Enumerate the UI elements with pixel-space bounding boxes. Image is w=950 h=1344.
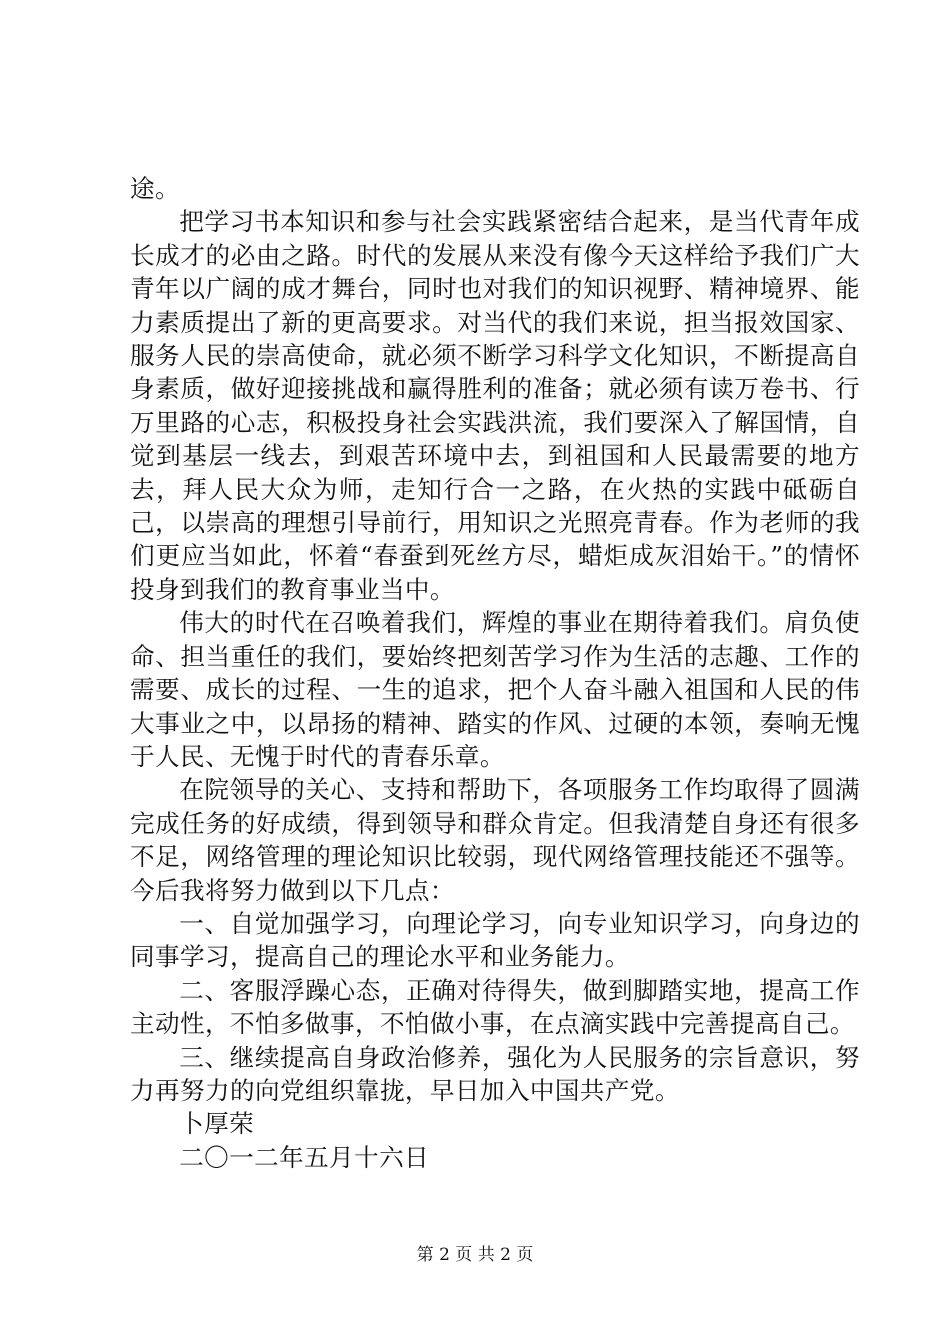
paragraph-study-practice: 把学习书本知识和参与社会实践紧密结合起来，是当代青年成长成才的必由之路。时代的发展从来没有像今天这样给予我们广大青年以广阔的成才舞台，同时也对我们的知识视野、精神境界、能力素质提出了新的更高要求。对当代的我们来说，担当报效国家、服务人民的崇高使命，就必须不断学习科学文化知识，不断提高自身素质，做好迎接挑战和赢得胜利的准备；就必须有读万卷书、行万里路的心志，积极投身社会实践洪流，我们要深入了解国情，自觉到基层一线去，到艰苦环境中去，到祖国和人民最需要的地方去，拜人民大众为师，走知行合一之路，在火热的实践中砥砺自己，以崇高的理想引导前行，用知识之光照亮青春。作为老师的我们更应当如此，怀着“春蚕到死丝方尽，蜡炬成灰泪始干。”的情怀投身到我们的教育事业当中。 xyxy=(130,207,860,604)
page-footer: 第 2 页 共 2 页 xyxy=(416,1245,534,1265)
paragraph-point-two: 二、客服浮躁心态，正确对待得失，做到脚踏实地，提高工作主动性，不怕多做事，不怕做小事，在点滴实践中完善提高自己。 xyxy=(130,975,860,1039)
paragraph-self-assessment: 在院领导的关心、支持和帮助下，各项服务工作均取得了圆满完成任务的好成绩，得到领导和群众肯定。但我清楚自身还有很多不足，网络管理的理论知识比较弱，现代网络管理技能还不强等。今后我将努力做到以下几点： xyxy=(130,775,860,905)
paragraph-great-era: 伟大的时代在召唤着我们，辉煌的事业在期待着我们。肩负使命、担当重任的我们，要始终把刻苦学习作为生活的志趣、工作的需要、成长的过程、一生的追求，把个人奋斗融入祖国和人民的伟大事业之中，以昂扬的精神、踏实的作风、过硬的本领，奏响无愧于人民、无愧于时代的青春乐章。 xyxy=(130,608,860,771)
signature-date: 二〇一二年五月十六日 xyxy=(179,1142,430,1172)
signature-name: 卜厚荣 xyxy=(179,1109,255,1139)
paragraph-point-one: 一、自觉加强学习，向理论学习，向专业知识学习，向身边的同事学习，提高自己的理论水平和业务能力。 xyxy=(130,908,860,972)
document-body xyxy=(130,172,860,1174)
paragraph-point-three: 三、继续提高自身政治修养，强化为人民服务的宗旨意识，努力再努力的向党组织靠拢，早日加入中国共产党。 xyxy=(130,1042,860,1105)
paragraph-continuation: 途。 xyxy=(130,174,180,203)
